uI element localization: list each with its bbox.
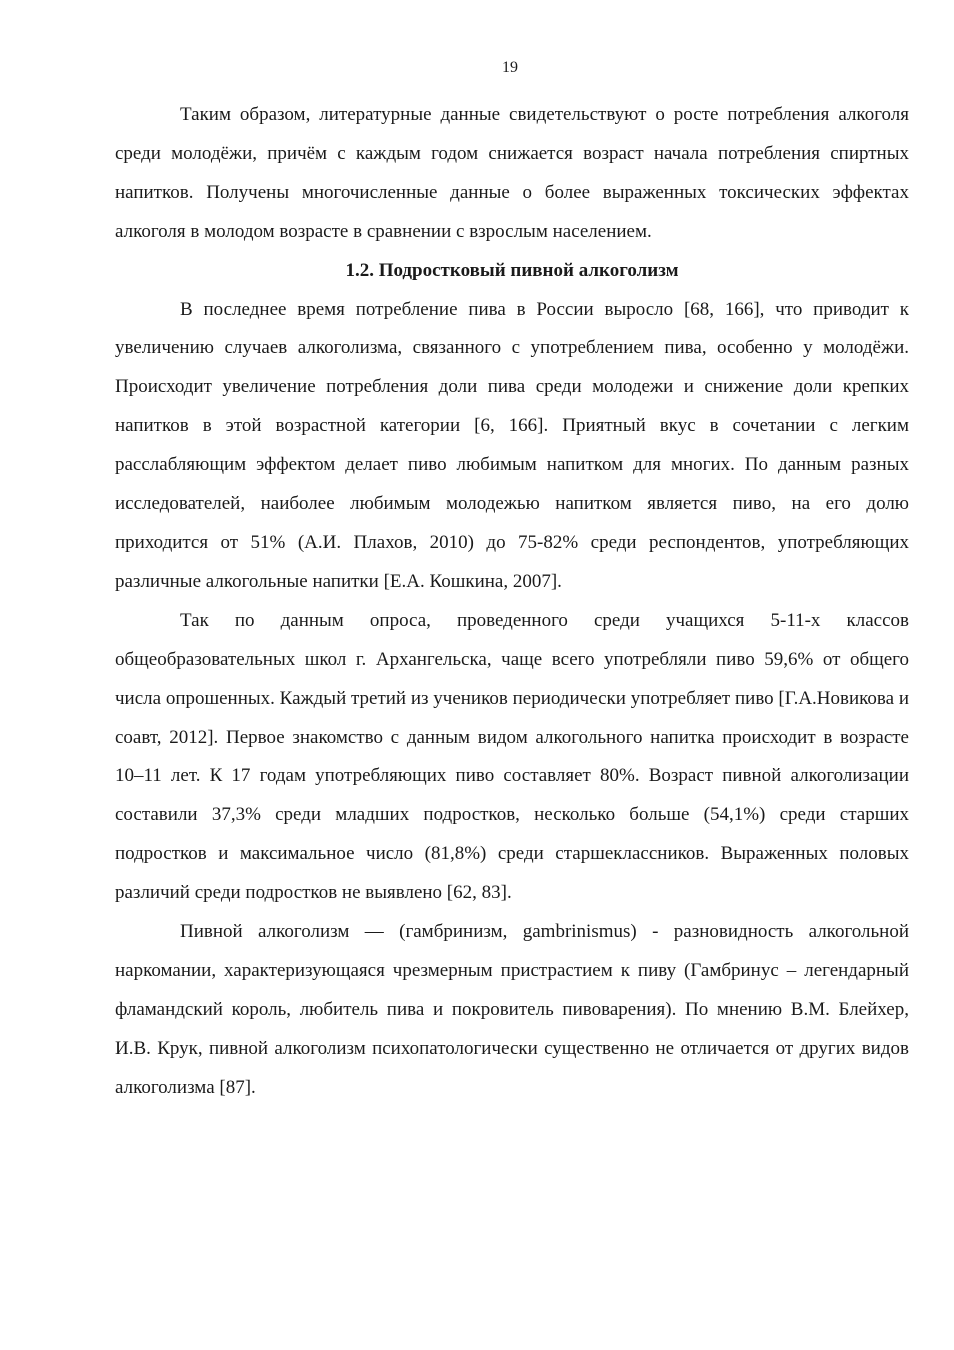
- section-heading: 1.2. Подростковый пивной алкоголизм: [345, 259, 679, 281]
- paragraph-beer-consumption: В последнее время потребление пива в России выросло [68, 166], что приводит к увеличению случаев алкоголизма, связанного с употреблением пива, особенно у молодёжи. Происходит увеличение потребления доли пива среди молодежи и снижение доли крепких напитков в этой возрастной категории [6, 166]. Приятный вкус в сочетании с легким расслабляющим эффектом делает пиво любимым напитком для многих. По данным разных исследователей, наиболее любимым молодежью напитком является пиво, на его долю приходится от 51% (А.И. Плахов, 2010) до 75-82% среди респондентов, употребляющих различные алкогольные напитки [Е.А. Кошкина, 2007].: [115, 298, 909, 592]
- paragraph-survey-data: Так по данным опроса, проведенного среди учащихся 5-11-х классов общеобразовательных школ г. Архангельска, чаще всего употребляли пиво 59,6% от общего числа опрошенных. Каждый третий из учеников периодически употребляет пиво [Г.А.Новикова и соавт, 2012]. Первое знакомство с данным видом алкогольного напитка происходит в возрасте 10–11 лет. К 17 годам употребляющих пиво составляет 80%. Возраст пивной алкоголизации составили 37,3% среди младших подростков, несколько больше (54,1%) среди старших подростков и максимальное число (81,8%) среди старшеклассников. Выраженных половых различий среди подростков не выявлено [62, 83].: [115, 609, 909, 904]
- page-number: 19: [502, 59, 518, 76]
- document-body: [115, 96, 909, 1108]
- paragraph-beer-alcoholism-definition: Пивной алкоголизм — (гамбринизм, gambrinismus) - разновидность алкогольной наркомании, характеризующаяся чрезмерным пристрастием к пиву (Гамбринус – легендарный фламандский король, любитель пива и покровитель пивоварения). По мнению В.М. Блейхер, И.В. Крук, пивной алкоголизм психопатологически существенно не отличается от других видов алкоголизма [87].: [115, 921, 909, 1098]
- paragraph-conclusion: Таким образом, литературные данные свидетельствуют о росте потребления алкоголя среди молодёжи, причём с каждым годом снижается возраст начала потребления спиртных напитков. Получены многочисленные данные о более выраженных токсических эффектах алкоголя в молодом возрасте в сравнении с взрослым населением.: [115, 104, 909, 242]
